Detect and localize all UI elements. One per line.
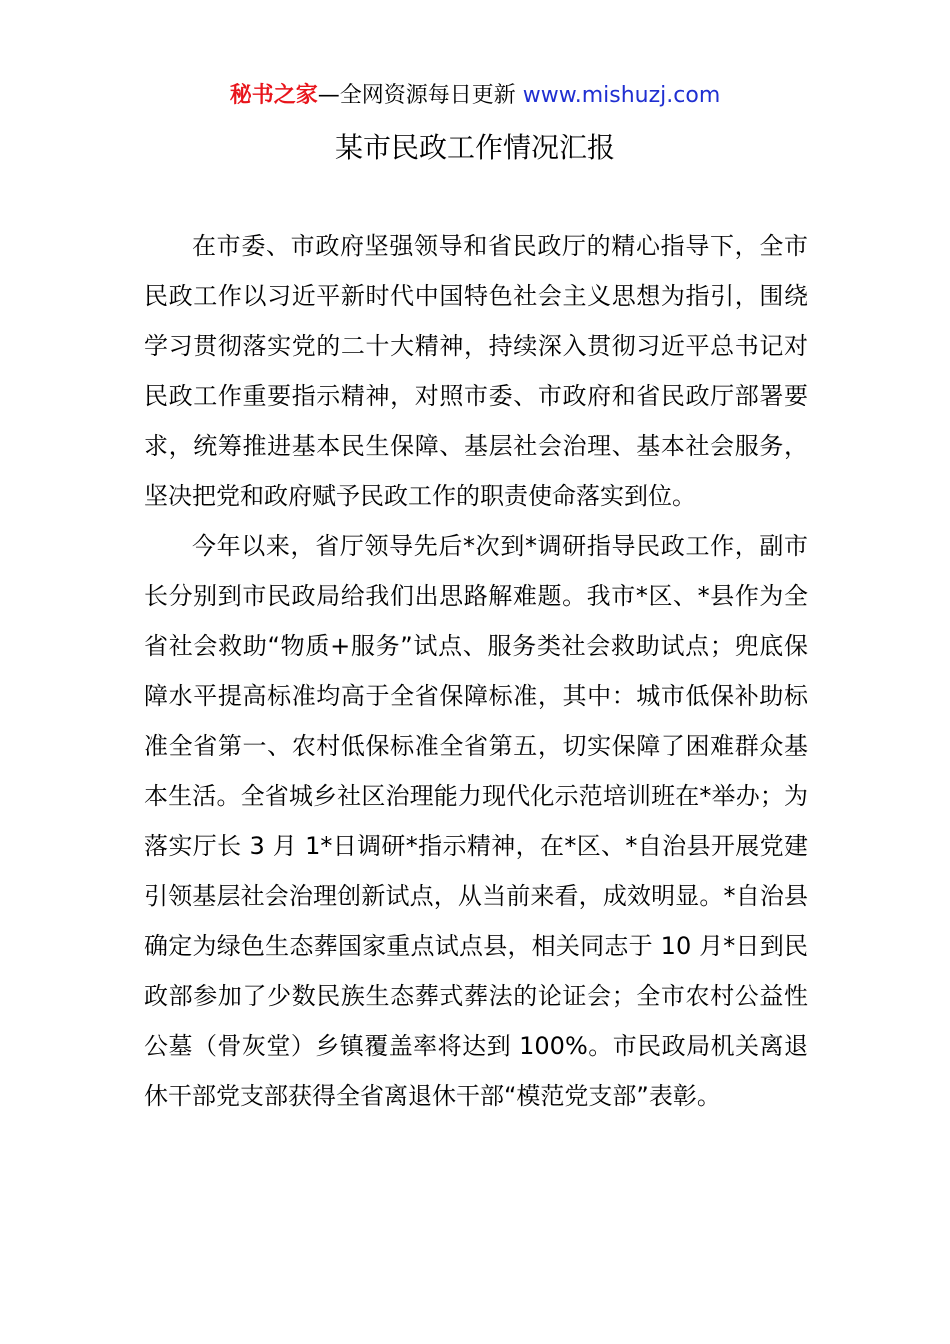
document-title: 某市民政工作情况汇报 — [334, 131, 615, 164]
site-url-link[interactable]: www.mishuzj.com — [522, 83, 721, 108]
body-paragraph: 在市委、市政府坚强领导和省民政厅的精心指导下，全市民政工作以习近平新时代中国特色社会主义思想为指引，围绕学习贯彻落实党的二十大精神，持续深入贯彻习近平总书记对民政工作重要指示精神，对照市委、市政府和省民政厅部署要求，统筹推进基本民生保障、基层社会治理、基本社会服务，坚决把党和政府赋予民政工作的职责使命落实到位。 — [144, 232, 808, 510]
site-header — [0, 80, 950, 112]
body-paragraph: 今年以来，省厅领导先后*次到*调研指导民政工作，副市长分别到市民政局给我们出思路解难题。我市*区、*县作为全省社会救助“物质+服务”试点、服务类社会救助试点；兜底保障水平提高标准均高于全省保障标准，其中：城市低保补助标准全省第一、农村低保标准全省第五，切实保障了困难群众基本生活。全省城乡社区治理能力现代化示范培训班在*举办；为落实厅长 3 月 1*日调研*指示精神，在*区、*自治县开展党建引领基层社会治理创新试点，从当前来看，成效明显。*自治县确定为绿色生态葬国家重点试点县，相关同志于 10 月*日到民政部参加了少数民族生态葬式葬法的论证会；全市农村公益性公墓（骨灰堂）乡镇覆盖率将达到 100%。市民政局机关离退休干部党支部获得全省离退休干部“模范党支部”表彰。 — [144, 532, 808, 1110]
site-brand: 秘书之家 — [229, 83, 318, 108]
site-slogan: —全网资源每日更新 — [317, 83, 523, 108]
document-body — [144, 221, 808, 1121]
